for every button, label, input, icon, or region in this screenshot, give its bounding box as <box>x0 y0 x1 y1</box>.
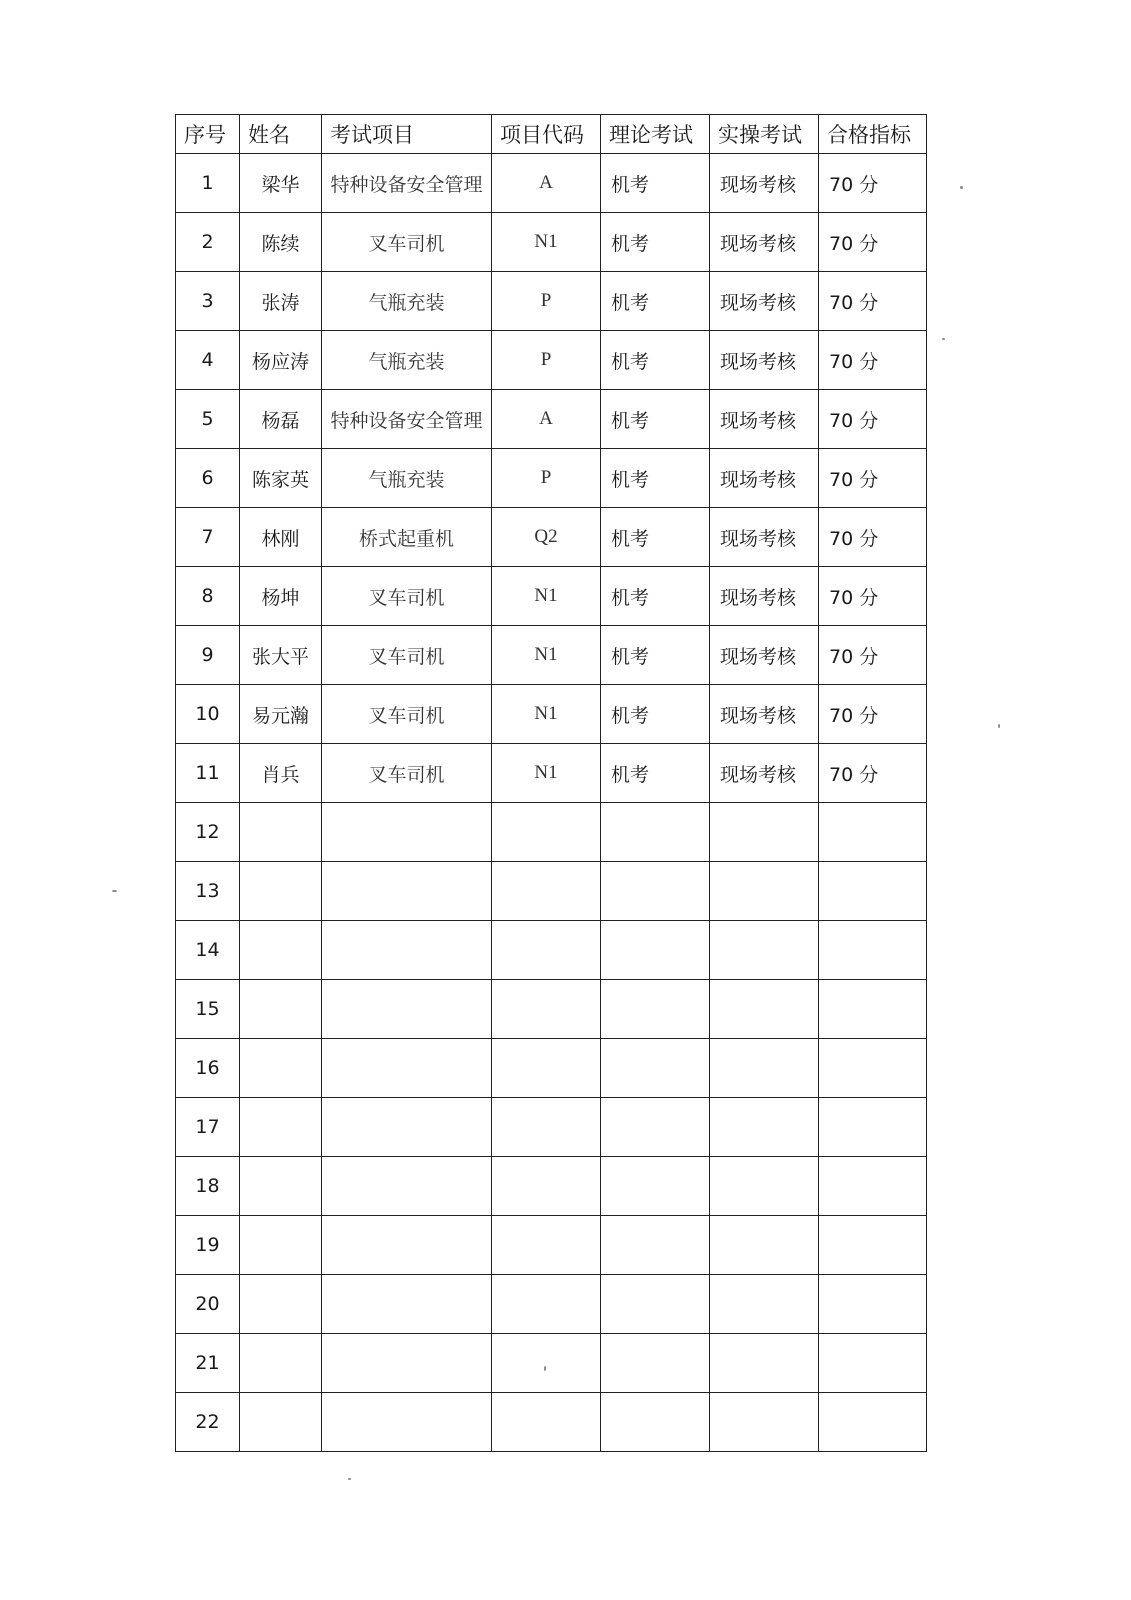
cell-practical-exam <box>710 1216 819 1275</box>
table-row <box>176 331 927 390</box>
cell-seq: 11 <box>176 744 240 803</box>
cell-pass-standard: 70 分 <box>819 331 927 390</box>
cell-name <box>240 1393 322 1452</box>
cell-practical-exam <box>710 1393 819 1452</box>
cell-name: 杨磊 <box>240 390 322 449</box>
cell-exam-item: 叉车司机 <box>322 744 492 803</box>
cell-item-code <box>492 1098 601 1157</box>
cell-theory-exam <box>601 1393 710 1452</box>
cell-name <box>240 1039 322 1098</box>
cell-theory-exam: 机考 <box>601 567 710 626</box>
cell-item-code <box>492 862 601 921</box>
cell-item-code <box>492 1039 601 1098</box>
cell-item-code: P <box>492 331 601 390</box>
scan-speck <box>544 1366 546 1371</box>
cell-seq: 22 <box>176 1393 240 1452</box>
cell-practical-exam <box>710 862 819 921</box>
cell-pass-standard <box>819 803 927 862</box>
cell-theory-exam <box>601 803 710 862</box>
cell-theory-exam <box>601 1098 710 1157</box>
header-item-code: 项目代码 <box>492 115 601 154</box>
cell-theory-exam: 机考 <box>601 154 710 213</box>
cell-theory-exam: 机考 <box>601 213 710 272</box>
cell-item-code: N1 <box>492 685 601 744</box>
cell-item-code <box>492 1157 601 1216</box>
scan-speck <box>348 1478 351 1480</box>
table-body <box>176 154 927 1452</box>
table-row <box>176 213 927 272</box>
cell-name <box>240 980 322 1039</box>
cell-exam-item <box>322 1039 492 1098</box>
cell-pass-standard <box>819 1216 927 1275</box>
cell-name: 陈续 <box>240 213 322 272</box>
cell-item-code: A <box>492 154 601 213</box>
cell-seq: 3 <box>176 272 240 331</box>
cell-theory-exam: 机考 <box>601 390 710 449</box>
table-row <box>176 685 927 744</box>
cell-theory-exam <box>601 980 710 1039</box>
cell-seq: 18 <box>176 1157 240 1216</box>
table-row <box>176 1393 927 1452</box>
cell-name <box>240 862 322 921</box>
cell-item-code: Q2 <box>492 508 601 567</box>
header-theory-exam: 理论考试 <box>601 115 710 154</box>
cell-practical-exam <box>710 1039 819 1098</box>
cell-name <box>240 1216 322 1275</box>
cell-name <box>240 1275 322 1334</box>
cell-item-code <box>492 1216 601 1275</box>
cell-seq: 14 <box>176 921 240 980</box>
cell-exam-item <box>322 1393 492 1452</box>
cell-seq: 19 <box>176 1216 240 1275</box>
cell-practical-exam: 现场考核 <box>710 154 819 213</box>
cell-practical-exam <box>710 980 819 1039</box>
header-practical-exam: 实操考试 <box>710 115 819 154</box>
cell-pass-standard: 70 分 <box>819 626 927 685</box>
cell-practical-exam <box>710 1334 819 1393</box>
cell-pass-standard <box>819 1334 927 1393</box>
cell-item-code: N1 <box>492 744 601 803</box>
scan-speck <box>942 338 945 340</box>
cell-seq: 8 <box>176 567 240 626</box>
cell-item-code <box>492 921 601 980</box>
cell-item-code <box>492 980 601 1039</box>
cell-item-code: N1 <box>492 213 601 272</box>
cell-seq: 20 <box>176 1275 240 1334</box>
cell-pass-standard: 70 分 <box>819 390 927 449</box>
cell-exam-item <box>322 1334 492 1393</box>
table-row <box>176 390 927 449</box>
cell-theory-exam <box>601 921 710 980</box>
cell-exam-item: 特种设备安全管理 <box>322 390 492 449</box>
cell-name: 张涛 <box>240 272 322 331</box>
cell-exam-item <box>322 803 492 862</box>
cell-practical-exam <box>710 1098 819 1157</box>
cell-practical-exam: 现场考核 <box>710 685 819 744</box>
cell-theory-exam: 机考 <box>601 272 710 331</box>
cell-name: 杨坤 <box>240 567 322 626</box>
cell-practical-exam <box>710 1157 819 1216</box>
cell-item-code <box>492 1393 601 1452</box>
exam-roster-table <box>175 114 927 1452</box>
cell-exam-item <box>322 1216 492 1275</box>
cell-practical-exam: 现场考核 <box>710 449 819 508</box>
cell-pass-standard: 70 分 <box>819 213 927 272</box>
table-row <box>176 272 927 331</box>
cell-exam-item <box>322 921 492 980</box>
cell-name <box>240 1157 322 1216</box>
cell-practical-exam: 现场考核 <box>710 390 819 449</box>
cell-name: 陈家英 <box>240 449 322 508</box>
scan-speck <box>998 724 1000 728</box>
cell-exam-item: 叉车司机 <box>322 626 492 685</box>
cell-name <box>240 803 322 862</box>
cell-exam-item: 叉车司机 <box>322 213 492 272</box>
cell-theory-exam <box>601 1039 710 1098</box>
cell-seq: 9 <box>176 626 240 685</box>
cell-practical-exam <box>710 803 819 862</box>
cell-exam-item: 叉车司机 <box>322 567 492 626</box>
cell-seq: 15 <box>176 980 240 1039</box>
cell-item-code: N1 <box>492 567 601 626</box>
header-seq: 序号 <box>176 115 240 154</box>
cell-pass-standard: 70 分 <box>819 449 927 508</box>
cell-seq: 1 <box>176 154 240 213</box>
cell-seq: 2 <box>176 213 240 272</box>
cell-name <box>240 921 322 980</box>
cell-name: 张大平 <box>240 626 322 685</box>
cell-theory-exam <box>601 1157 710 1216</box>
cell-practical-exam: 现场考核 <box>710 626 819 685</box>
cell-pass-standard: 70 分 <box>819 744 927 803</box>
cell-exam-item: 气瓶充装 <box>322 449 492 508</box>
cell-seq: 7 <box>176 508 240 567</box>
table-row <box>176 862 927 921</box>
cell-theory-exam: 机考 <box>601 626 710 685</box>
table-header-row <box>176 115 927 154</box>
cell-theory-exam <box>601 862 710 921</box>
cell-exam-item: 桥式起重机 <box>322 508 492 567</box>
cell-practical-exam: 现场考核 <box>710 567 819 626</box>
cell-pass-standard <box>819 1393 927 1452</box>
cell-exam-item <box>322 1157 492 1216</box>
table-row <box>176 1334 927 1393</box>
cell-item-code: P <box>492 449 601 508</box>
cell-practical-exam <box>710 921 819 980</box>
cell-practical-exam <box>710 1275 819 1334</box>
table-row <box>176 1275 927 1334</box>
table-row <box>176 626 927 685</box>
cell-seq: 10 <box>176 685 240 744</box>
cell-practical-exam: 现场考核 <box>710 272 819 331</box>
cell-seq: 5 <box>176 390 240 449</box>
cell-item-code <box>492 1275 601 1334</box>
cell-name: 肖兵 <box>240 744 322 803</box>
cell-exam-item <box>322 980 492 1039</box>
cell-pass-standard: 70 分 <box>819 567 927 626</box>
cell-item-code: N1 <box>492 626 601 685</box>
cell-name: 易元瀚 <box>240 685 322 744</box>
table-row <box>176 980 927 1039</box>
cell-seq: 13 <box>176 862 240 921</box>
cell-pass-standard: 70 分 <box>819 272 927 331</box>
cell-theory-exam <box>601 1275 710 1334</box>
cell-item-code: P <box>492 272 601 331</box>
cell-theory-exam: 机考 <box>601 744 710 803</box>
cell-theory-exam: 机考 <box>601 449 710 508</box>
table-row <box>176 1157 927 1216</box>
table-row <box>176 744 927 803</box>
cell-name: 林刚 <box>240 508 322 567</box>
cell-seq: 21 <box>176 1334 240 1393</box>
scan-speck <box>112 890 117 892</box>
header-pass-standard: 合格指标 <box>819 115 927 154</box>
cell-name: 杨应涛 <box>240 331 322 390</box>
cell-seq: 12 <box>176 803 240 862</box>
cell-name: 梁华 <box>240 154 322 213</box>
cell-pass-standard <box>819 980 927 1039</box>
cell-practical-exam: 现场考核 <box>710 744 819 803</box>
table-row <box>176 1216 927 1275</box>
table-row <box>176 1039 927 1098</box>
cell-theory-exam: 机考 <box>601 331 710 390</box>
cell-name <box>240 1098 322 1157</box>
table-row <box>176 803 927 862</box>
cell-exam-item: 气瓶充装 <box>322 272 492 331</box>
cell-exam-item <box>322 1098 492 1157</box>
table-row <box>176 921 927 980</box>
cell-pass-standard <box>819 921 927 980</box>
cell-item-code <box>492 1334 601 1393</box>
header-exam-item: 考试项目 <box>322 115 492 154</box>
cell-pass-standard: 70 分 <box>819 508 927 567</box>
cell-pass-standard <box>819 1039 927 1098</box>
cell-theory-exam: 机考 <box>601 508 710 567</box>
cell-seq: 17 <box>176 1098 240 1157</box>
cell-pass-standard <box>819 1275 927 1334</box>
cell-practical-exam: 现场考核 <box>710 213 819 272</box>
cell-exam-item <box>322 1275 492 1334</box>
cell-pass-standard: 70 分 <box>819 685 927 744</box>
cell-item-code: A <box>492 390 601 449</box>
cell-pass-standard <box>819 862 927 921</box>
table-row <box>176 567 927 626</box>
table-row <box>176 508 927 567</box>
cell-exam-item: 叉车司机 <box>322 685 492 744</box>
cell-practical-exam: 现场考核 <box>710 508 819 567</box>
cell-exam-item <box>322 862 492 921</box>
cell-seq: 4 <box>176 331 240 390</box>
cell-pass-standard: 70 分 <box>819 154 927 213</box>
cell-seq: 16 <box>176 1039 240 1098</box>
cell-exam-item: 气瓶充装 <box>322 331 492 390</box>
cell-exam-item: 特种设备安全管理 <box>322 154 492 213</box>
cell-pass-standard <box>819 1098 927 1157</box>
cell-practical-exam: 现场考核 <box>710 331 819 390</box>
header-name: 姓名 <box>240 115 322 154</box>
cell-item-code <box>492 803 601 862</box>
table-row <box>176 1098 927 1157</box>
cell-pass-standard <box>819 1157 927 1216</box>
cell-theory-exam: 机考 <box>601 685 710 744</box>
cell-name <box>240 1334 322 1393</box>
table-row <box>176 154 927 213</box>
table-row <box>176 449 927 508</box>
cell-seq: 6 <box>176 449 240 508</box>
cell-theory-exam <box>601 1216 710 1275</box>
scan-speck <box>960 186 963 189</box>
cell-theory-exam <box>601 1334 710 1393</box>
